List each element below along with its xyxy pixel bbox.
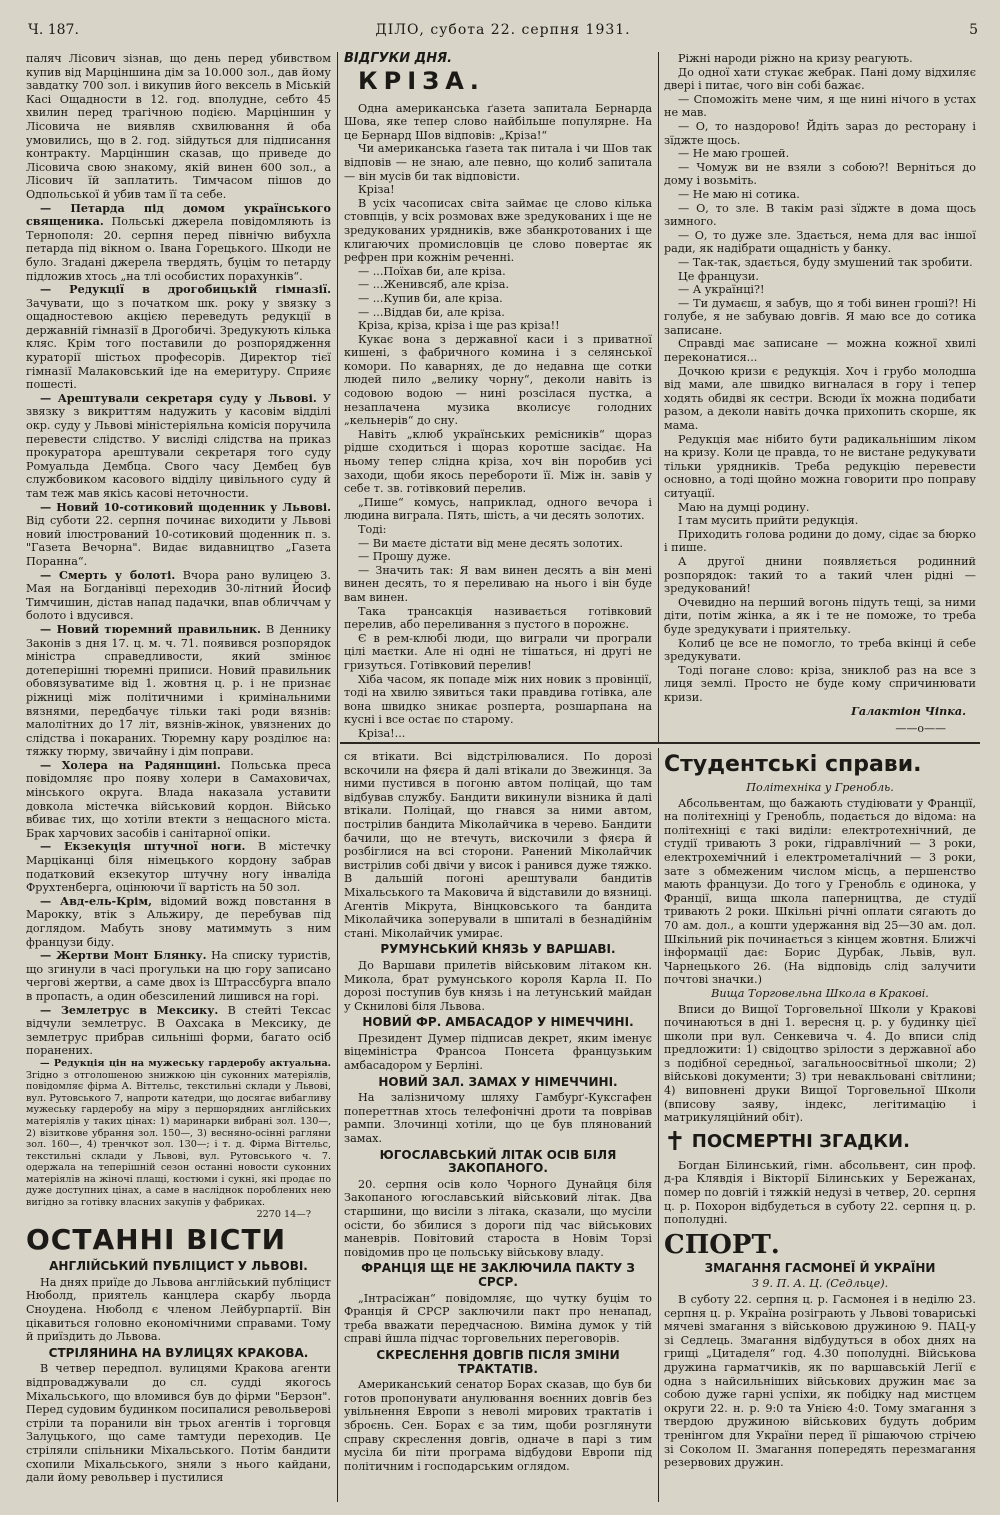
vertical-rule-left: [337, 52, 338, 1502]
paragraph-text: — ...Купив би, але кріза.: [358, 291, 503, 305]
article-lead: — Новий 10-сотиковий щоденник у Львові.: [40, 499, 331, 514]
article-paragraph: [344, 537, 652, 551]
paragraph-text: Чи американська ґазета так питала і чи Шов так відповів — не знаю, але певно, що колиб запитала — він мусів би так відповісти.: [344, 142, 652, 183]
paragraph-text: На списку туристів, що згинули в часі прогульки на цю гору записано чергові жертви, а саме двох із Штрассбурга впало в пропасть, а один обезсилений лишився на горі.: [26, 949, 331, 1003]
paragraph-text: Кукає вона з державної каси і з приватної кишені, з фабричного комина і з селянської комори. По каварнях, де до недавна ще сотки людей пило „велику чорну“, деколи навіть із содовою водою — нині розсілася пустка, а незаплачена музика вколисує голодних „кельнерів“ до сну.: [344, 332, 652, 428]
news-text: Американський сенатор Борах сказав, що був би готов пропонувати анулювання воєнних довгів без увільнення Европи з неволі мирових трактатів і зброєнь. Сен. Борах є за тим, щоби розглянути справу скреслення довгів, одначе в парі з тим мусіла би піти програма відбудови Европи під політичним і господарським оглядом.: [344, 1378, 652, 1473]
author-signature: Галактіон Чіпка.: [851, 703, 966, 718]
article-paragraph: [344, 428, 652, 496]
article-paragraph: [344, 550, 652, 564]
vertical-rule-right: [658, 52, 659, 742]
page-number: 5: [969, 22, 978, 38]
news-text: На днях приїде до Львова англійський публіцист Нюболд, приятель канцлера скарбу льорда Сноудена. Нюболд є членом Лейбурпартії. Він цікавиться головно економічними справами. Тому й приїздить до Львова.: [26, 1275, 331, 1344]
article-paragraph: [664, 337, 976, 364]
article-lead: — Редукції в дрогобицькій гімназії.: [40, 282, 331, 297]
paragraph-text: Польська преса повідомляє про появу холери в Самаховичах, мінського округа. Влада наказала уставити довкола містечка військовий кордон. Військо вбиває тих, що хотіли втекти з нещасного міста. Брак харчових засобів і санітарної опіки.: [26, 758, 331, 840]
paragraph-text: Польські джерела повідомляють із Тернополя: 20. серпня перед північю вибухла петарда під вікном о. Івана Горецького. Шкоди не було. Згадані джерела твердять, буцім то петарду підложив хтось „на тлі особистих порахунків“.: [26, 215, 331, 283]
paragraph-text: — Значить так: Я вам винен десять а він мені винен десять, то я переливаю на нього і він буде вам винен.: [344, 563, 652, 604]
paragraph-text: „Пише“ комусь, наприклад, одного вечора і людина виграла. Пять, шість, а чи десять золотих.: [344, 495, 652, 523]
sport-title: СПОРТ.: [664, 1229, 780, 1260]
paragraph-text: Приходить голова родини до дому, сідає за бюрко і пише.: [664, 527, 976, 555]
paragraph-text: Справді має записане — можна кожної хвилі переконатися...: [664, 337, 976, 365]
news-continuation-column: [344, 750, 652, 1502]
obituaries-title: [664, 1126, 976, 1157]
article-paragraph: [664, 188, 976, 202]
paragraph-text: — ...Віддав би, але кріза.: [358, 305, 505, 319]
paragraph-text: Зачувати, що з початком шк. року у звязку з ощадностевою акцією переведуть редукції в державній гімназії в Дрогобичі. Зредукують кілька кляс. Крім того поставили до розпорядження кураторії шістьох професорів. Директор тієї гімназії Малаковський іде на емеритуру. Сприяє пошесті.: [26, 296, 331, 392]
paragraph-text: Це французи.: [678, 269, 759, 283]
article-paragraph: [664, 433, 976, 501]
article-paragraph: [26, 759, 331, 841]
subheading-krakow: Вища Торговельна Школа в Кракові.: [711, 986, 929, 1000]
article-paragraph: [344, 319, 652, 333]
article-paragraph: [344, 673, 652, 727]
article-lead: — Екзекуція штучної ноги.: [40, 839, 246, 854]
article-paragraph: [26, 52, 331, 202]
paragraph-text: — О, то дуже зле. Здається, нема для вас іншої ради, як надібрати ощадність у банку.: [664, 228, 976, 256]
news-heading: СТРІЛЯНИНА НА ВУЛИЦЯХ КРАКОВА.: [48, 1345, 309, 1360]
column-label: ВІДГУКИ ДНЯ.: [344, 52, 453, 66]
article-paragraph: [664, 270, 976, 284]
article-paragraph: [344, 197, 652, 265]
paragraph-text: Хіба часом, як попаде між них новик з провінції, тоді на хвилю зявиться таки правдива готівка, але вона швидко зникає розперта, розшарпана на кусні і все остає по старому.: [344, 672, 652, 727]
paragraph-text: — А українці?!: [678, 283, 765, 297]
left-column: [26, 52, 331, 1502]
article-paragraph: [664, 66, 976, 93]
article-paragraph: [344, 523, 652, 537]
section-title-latest-news: ОСТАННІ ВІСТИ: [26, 1223, 286, 1257]
paragraph-text: — Прошу дуже.: [358, 550, 451, 564]
ad-text: Згідно з отголошеною знижкою цін суконних матеріялів, повідомляє фірма А. Віттельс, текстильні склади у Львові, вул. Рутовського 7, напроти катедри, що досягає вибагливу мужеську гардеробу на міру з першорядних англійських матеріялів у таких цінах: 1) маринарки вибрані зол. 130—, 2) візиткове убрання зол. 150—, 3) весняно-осінні рагляни зол. 160—, 4) тренчкот зол. 130—; і т. д. Фірма Віттельс, текстильні склади у Львові, вул. Рутовського ч. 7. одержала на теперішній сезон останні новости суконних матеріялів на жіночі плащі, костюми і сукні, які продає по дуже доступних цінах, а саме в насліднок пороблених нею вигідно за готівку власних закупів у фабриках.: [26, 1069, 331, 1209]
paragraph-text: Є в рем-клюбі люди, що виграли чи програли цілі маєтки. Але ні одні не тішаться, ні другі не гризуться. Готівковий перелив!: [344, 631, 652, 672]
paragraph-text: — Не маю ні сотика.: [678, 187, 800, 201]
subheading-grenoble: Політехніка у Гренобль.: [746, 781, 894, 794]
paragraph-text: Очевидно на перший вогонь підуть тещі, за ними діти, потім жінка, а як і те не поможе, то треба буде зредукувати і приятельку.: [664, 595, 976, 636]
article-paragraph: [344, 632, 652, 673]
article-paragraph: [664, 555, 976, 596]
paragraph-text: Дочкою кризи є редукція. Хоч і грубо молодша від мами, але швидко вигналася в гору і тепер ходять обидві як сестри. Всюди їх можна подибати разом, а деколи навіть дочка прихопить скорше, як мама.: [664, 364, 976, 433]
paragraph-text: Маю на думці родину.: [678, 500, 810, 514]
vertical-rule-right-lower: [658, 748, 659, 1502]
article-lead: — Петарда під домом українського священика.: [26, 200, 331, 229]
article-paragraph: [344, 564, 652, 605]
article-paragraph: [344, 265, 652, 279]
paragraph-text: В містечку Марціканці біля німецького кордону забрав податковий екзекутор штучну ногу інваліда Фрухтенберга, оцінюючи її вартість на 50 зол.: [26, 840, 331, 895]
article-lead: — Авд-ель-Крім,: [40, 893, 153, 908]
article-paragraph: [26, 569, 331, 623]
news-text: Президент Думер підписав декрет, яким іменує віцеміністра Франсоа Понсета французьким амбасадором у Берліні.: [344, 1031, 652, 1073]
article-lead: — Землетрус в Мексику.: [40, 1002, 219, 1017]
paragraph-text: Колиб це все не помогло, то треба вкінці й себе зредукувати.: [664, 636, 976, 664]
student-affairs-title: Студентські справи.: [664, 752, 922, 777]
news-heading: АНГЛІЙСЬКИЙ ПУБЛІЦИСТ У ЛЬВОВІ.: [49, 1259, 308, 1274]
article-paragraph: [344, 727, 652, 740]
article-paragraph: [664, 637, 976, 664]
obituaries-title-text: ПОСМЕРТНІ ЗГАДКИ.: [691, 1130, 910, 1152]
article-paragraph: [26, 895, 331, 949]
article-paragraph: [26, 949, 331, 1003]
feuilleton-title: КРІЗА.: [358, 66, 485, 95]
article-paragraph: [664, 365, 976, 433]
news-heading: ФРАНЦІЯ ЩЕ НЕ ЗАКЛЮЧИЛА ПАКТУ З СРСР.: [361, 1261, 635, 1289]
ad-code: 2270 14—?: [256, 1208, 311, 1220]
paragraph-text: — О, то наздорово! Йдіть зараз до ресторану і зїджте щось.: [664, 119, 976, 147]
paragraph-text: — Ви маєте дістати від мене десять золотих.: [358, 536, 623, 550]
ad-lead: — Редукція цін на мужеську гардеробу актуальна.: [40, 1057, 331, 1069]
paragraph-text: — Чомуж ви не взяли з собою?! Верніться до дому і возьміть.: [664, 160, 976, 188]
sport-heading: ЗМАГАННЯ ГАСМОНЕЇ Й УКРАЇНИ: [704, 1260, 936, 1275]
article-paragraph: [344, 496, 652, 523]
article-paragraph: [664, 202, 976, 229]
obituary-text: Богдан Білинський, гімн. абсольвент, син проф. д-ра Клявдія і Вікторії Білинських у Бережанах, помер по довгій і тяжкій недузі в четвер, 20. серпня ц. р. Похорон відбудеться в суботу 22. серпня ц. р. пополудні.: [664, 1158, 976, 1227]
article-paragraph: [26, 1004, 331, 1058]
continued-paragraph: ся втікати. Всі відстрілювалися. По дорозі вскочили на фяєра й далі втікали до Звежинця. За ними пустився в погоню автом поліцай, що там відбував службу. Бандити викинули візника й далі втікали. Поліцай, що гнався за ними автом, пострілив бандита Міколайчика в черево. Бандити бачили, що не втечуть, вискочили з фяєра й розбіглися на всі сторони. Ранений Міколайчик вистрілив собі двічи у висок і ранився дуже тяжко. В дальшій погоні арештували бандитів Міхальського та Маковича й відставили до вязниці. Агентів Мікрута, Вінцковського та бандита Міколайчика зоперували в шпиталі в безнадійнім стані. Міколайчик умирає.: [344, 750, 652, 940]
paragraph-text: Ріжні народи ріжно на кризу реагують.: [678, 52, 913, 65]
article-paragraph: [664, 297, 976, 338]
paragraph-text: І там мусить прийти редукція.: [678, 514, 859, 528]
sport-subheading: З 9. П. А. Ц. (Седльце).: [751, 1277, 889, 1291]
news-text: На залізничому шляху Гамбурґ-Куксгафен попереттнав хтось телефонічні дроти та поврівав рампи. Злочинці хотіли, що це був плянований замах.: [344, 1091, 652, 1146]
paragraph-text: Така трансакція називається готівковий перелив, або переливання з пустого в порожнє.: [344, 604, 652, 632]
paragraph-text: Тоді погане слово: кріза, зниклоб раз на все з лиця землі. Просто не буде кому спричинювати кризи.: [664, 663, 976, 704]
issue-label: Ч. 187.: [28, 22, 79, 38]
article-paragraph: [344, 102, 652, 143]
article-lead: — Холера на Радянщині.: [40, 757, 221, 772]
paragraph-text: В Деннику Законів з дня 17. ц. м. ч. 71. появився розпорядок міністра справедливости, який змінює дотеперішні тюремні приписи. Новий правильник обовязуватиме від 1. жовтня ц. р. і не признає ріжниці між політичними і кримінальними вязнями, передбачує тільки такі роди вязнів: малолітних до 17 літ, вязнів-жінок, увязнених до слідства і покараних. Тюремну кару розділює на: тяжку тюрму, звичайну і дім поправи.: [26, 622, 331, 759]
paragraph-text: — Так-так, здається, буду змушений так зробити.: [678, 255, 973, 269]
sport-text: В суботу 22. серпня ц. р. Гасмонея і в неділю 23. серпня ц. р. Україна розіграють у Львові товариські мячеві змагання з військовою дружиною 9. ПАЦ-у зі Седлець. Змагання відбудуться в обох днях на грищі „Цитаделя“ год. 4.30 пополудні. Військова дружина гарматчиків, як по варшавській Легії є одна з найсильніших військових дружин має за собою дуже гарні успіхи, як побідку над мистцем округи 22. н. р. 9:0 та Унією 4:0. Тому змагання з твердою дружиною військових будуть добрим тренінгом для України перед її рішаючою стрічею зі Соколом II. Змагання попередять перезмагання резервових дружин.: [664, 1293, 976, 1470]
feuilleton-column: [344, 52, 652, 740]
paragraph-text: — ...Женивсяб, але кріза.: [358, 278, 509, 292]
news-heading: НОВИЙ ЗАЛ. ЗАМАХ У НІМЕЧЧИНІ.: [378, 1074, 618, 1089]
article-paragraph: [664, 93, 976, 120]
paragraph-text: Одна американська ґазета запитала Бернарда Шова, яке тепер слово найбільше популярне. На це Бернард Шов відповів: „Кріза!“: [344, 101, 652, 142]
article-paragraph: [664, 147, 976, 161]
article-paragraph: [664, 664, 976, 705]
news-text: 20. серпня осів коло Чорного Дунайця біля Закопаного югославський військовий літак. Два старшини, що висіли з літака, сказали, що мусіли осісти, бо збилися з дороги під час військових маневрів. Повітовий староста в Новім Торзі повідомив про це польську військову владу.: [344, 1177, 652, 1259]
article-paragraph: [344, 605, 652, 632]
news-heading: ЮГОСЛАВСЬКИЙ ЛІТАК ОСІВ БІЛЯ ЗАКОПАНОГО.: [379, 1147, 617, 1176]
paragraph-text: Кріза!...: [358, 726, 406, 740]
paragraph-text: У звязку з викриттям надужить у касовім відділі окр. суду у Львові міністеріяльна комісія поручила перевести слідство. У висліді слідства на приказ прокуратора арештували секретаря того суду Ромуальда Дембца. Свого часу Дембец був службовиком касового відділу цивільного суду й там теж мав якісь касові неточности.: [26, 391, 331, 500]
news-heading: НОВИЙ ФР. АМБАСАДОР У НІМЕЧЧИНІ.: [362, 1015, 634, 1030]
paragraph-text: Навіть „клюб українських ремісників“ щораз рідше сходиться і щораз коротше засідає. На ньому тепер слідна кріза, хоч він поробив усі заходи, щоби якось перебороти її. Між ін. завів у себе т. зв. готівковий перелив.: [344, 427, 652, 496]
news-text: В четвер передпол. вулицями Кракова агенти відпроваджували до сл. судді якогось Міхальського, що вломився був до фірми "Берзон". Перед судовим будинком посипалися револьверові стріли та поранили він трьох агентів і торговця Залуцького, що саме тамтуди переходив. Це стріляли спільники Міхальського. Потім бандити схопили Міхальського, зняли з нього кайдани, дали йому револьвер і пустилися: [26, 1362, 331, 1485]
article-paragraph: [664, 256, 976, 270]
news-heading: СКРЕСЛЕННЯ ДОВГІВ ПІСЛЯ ЗМІНИ ТРАКТАТІВ.: [376, 1347, 620, 1376]
article-paragraph: [344, 278, 652, 292]
article-paragraph: [26, 501, 331, 569]
feuilleton-continuation: [664, 52, 976, 740]
article-paragraph: [26, 283, 331, 392]
horizontal-rule-mid: [340, 742, 980, 744]
article-paragraph: [664, 161, 976, 188]
advertisement: [26, 1058, 331, 1209]
paragraph-text: До одної хати стукає жебрак. Пані дому відхиляє двері і питає, чого він собі бажає.: [664, 65, 976, 93]
article-paragraph: [664, 283, 976, 297]
paragraph-text: Вчора рано вулицею 3. Мая на Богданівці переходив 30-літний Йосиф Тимчишин, дістав напад падачки, впав обличчам у болото і вдусився.: [26, 568, 331, 623]
paragraph-text: Кріза, кріза, кріза і ще раз кріза!!: [358, 319, 560, 333]
news-text: „Інтрасіжан“ повідомляє, що чутку буцім то Франція й СРСР заключили пакт про ненапад, треба вважати передчасною. Виміна думок у тій справі йшла підчас торговельних переговорів.: [344, 1291, 652, 1346]
paragraph-text: паляч Лісович зізнав, що день перед убивством купив від Марціншина дім за 10.000 зол., дав йому завдатку 700 зол. і викупив його вексель в Міській Касі Ощадности в 12. год. вполудне, себто 45 хвилин перед трагічною подією. Марціншин у Лісовича не виявляв схвилювання й оба умовились, що в 2. год. зійдуться для підписання контракту. Марціншин сказав, що приведе до Лісовича свою знакому, якій винен 600 зол., а Лісович їй заплатить. Тимчасом пішов до Одпольської й убив там її та себе.: [26, 52, 331, 201]
article-lead: — Жертви Монт Блянку.: [40, 948, 207, 963]
article-paragraph: [344, 292, 652, 306]
news-heading: РУМУНСЬКИЙ КНЯЗЬ У ВАРШАВІ.: [380, 942, 616, 957]
masthead: ДІЛО, субота 22. серпня 1931.: [375, 22, 631, 38]
paragraph-text: — ...Поїхав би, але кріза.: [358, 264, 506, 278]
article-paragraph: [664, 514, 976, 528]
article-paragraph: [664, 501, 976, 515]
paragraph-text: В стейті Тексас відчули землетрус. В Оахсака в Мексику, де землетрус прибрав сильніші форми, багато осіб поранених.: [26, 1003, 331, 1058]
article-paragraph: [26, 623, 331, 759]
article-paragraph: [26, 202, 331, 284]
paragraph-text: Від суботи 22. серпня починає виходити у Львові новий ілюстрований 10-сотиковий щоденник п. з. "Газета Вечорна". Видає видавництво „Газета Поранна“.: [26, 514, 331, 568]
article-paragraph: [664, 120, 976, 147]
cross-icon: ✝: [664, 1126, 686, 1157]
paragraph-text: А другої днини появляється родинний розпорядок: такий то а такий член рідні — зредукований!: [664, 554, 976, 596]
article-paragraph: [344, 306, 652, 320]
paragraph-text: Тоді:: [358, 523, 387, 536]
article-paragraph: [664, 229, 976, 256]
paragraph-text: — О, то зле. В такім разі зїджте в дома щось зимного.: [664, 201, 976, 229]
article-paragraph: [344, 333, 652, 428]
page-header: [28, 22, 978, 44]
student-sport-column: [664, 752, 976, 1502]
article-paragraph: [664, 528, 976, 555]
article-lead: — Смерть у болоті.: [40, 567, 176, 582]
grenoble-text: Абсольвентам, що бажають студіювати у Франції, на політехніці у Гренобль, подається до відома: на політехніці є такі виділи: електротехнічний, де студії тривають 3 роки, гідравлічний — 3 роки, електрохемічний і електрометалічний — 3 роки, зате з обмеженим числом місць, а першенство мають французи. До того у Гренобль є одинока, у Франції, вища школа паперництва, де студії тривають 2 роки. Шкільні річні оплати сягають до 70 ам. дол., а кошти удержання від 25—30 ам. дол. Шкільний рік починається з кінцем жовтня. Ближчі інформації дає: Борис Дурбак, Львів, вул. Чарнецького 26. (На відповідь слід залучити почтові значки.): [664, 796, 976, 987]
article-paragraph: [664, 52, 976, 66]
end-ornament: ——о——: [895, 722, 946, 736]
article-lead: — Арештували секретаря суду у Львові.: [40, 390, 317, 405]
article-paragraph: [664, 596, 976, 637]
paragraph-text: — Не маю грошей.: [678, 147, 790, 161]
article-lead: — Новий тюремний правильник.: [40, 621, 261, 636]
article-paragraph: [26, 392, 331, 501]
krakow-text: Вписи до Вищої Торговельної Школи у Кракові починаються в дні 1. вересня ц. р. у будинку цієї школи при вул. Сенкевича ч. 4. До вписи слід предложити: 1) свідоцтво зрілости з державної або з подібної середньої, загальноосвітньої школи; 2) військові документи; 3) три невакльовані світлини; 4) виповнені друки Вищої Торговельної Школи (вписову заяву, індекс, легітимацію і матрикуляційний обіт).: [664, 1002, 976, 1125]
article-paragraph: [344, 142, 652, 183]
article-paragraph: [26, 840, 331, 894]
paragraph-text: — Споможіть мене чим, я ще нині нічого в устах не мав.: [664, 92, 976, 120]
paragraph-text: відомий вожд повстання в Марокку, втік з Альжиру, де перебував під доглядом. Мабуть знову матиммуть з ним французи біду.: [26, 894, 331, 949]
news-text: До Варшави прилетів військовим літаком кн. Микола, брат румунського короля Карла II. По дорозі поступив був князь і на летунський майдан у Скнилові біля Львова.: [344, 958, 652, 1013]
paragraph-text: — Ти думаєш, я забув, що я тобі винен гроші?! Ні голубе, я не забуваю довгів. Я маю все до сотика записане.: [664, 296, 976, 337]
paragraph-text: Редукція має нібито бути радикальнішим ліком на кризу. Коли це правда, то не вистане редукувати тільки урядників. Треба редукцію перевести основно, а тоді щойно можна говорити про поправу ситуації.: [664, 432, 976, 500]
article-paragraph: [344, 183, 652, 197]
paragraph-text: Кріза!: [358, 183, 395, 197]
paragraph-text: В усіх часописах світа займає це слово кілька стовпців, у всіх розмовах вже зредукованих і ще не зредукованих урядників, вже збанкротованих і ще клигаючих промисловців це слово повертає як рефрен при кожнім реченні.: [344, 196, 652, 265]
